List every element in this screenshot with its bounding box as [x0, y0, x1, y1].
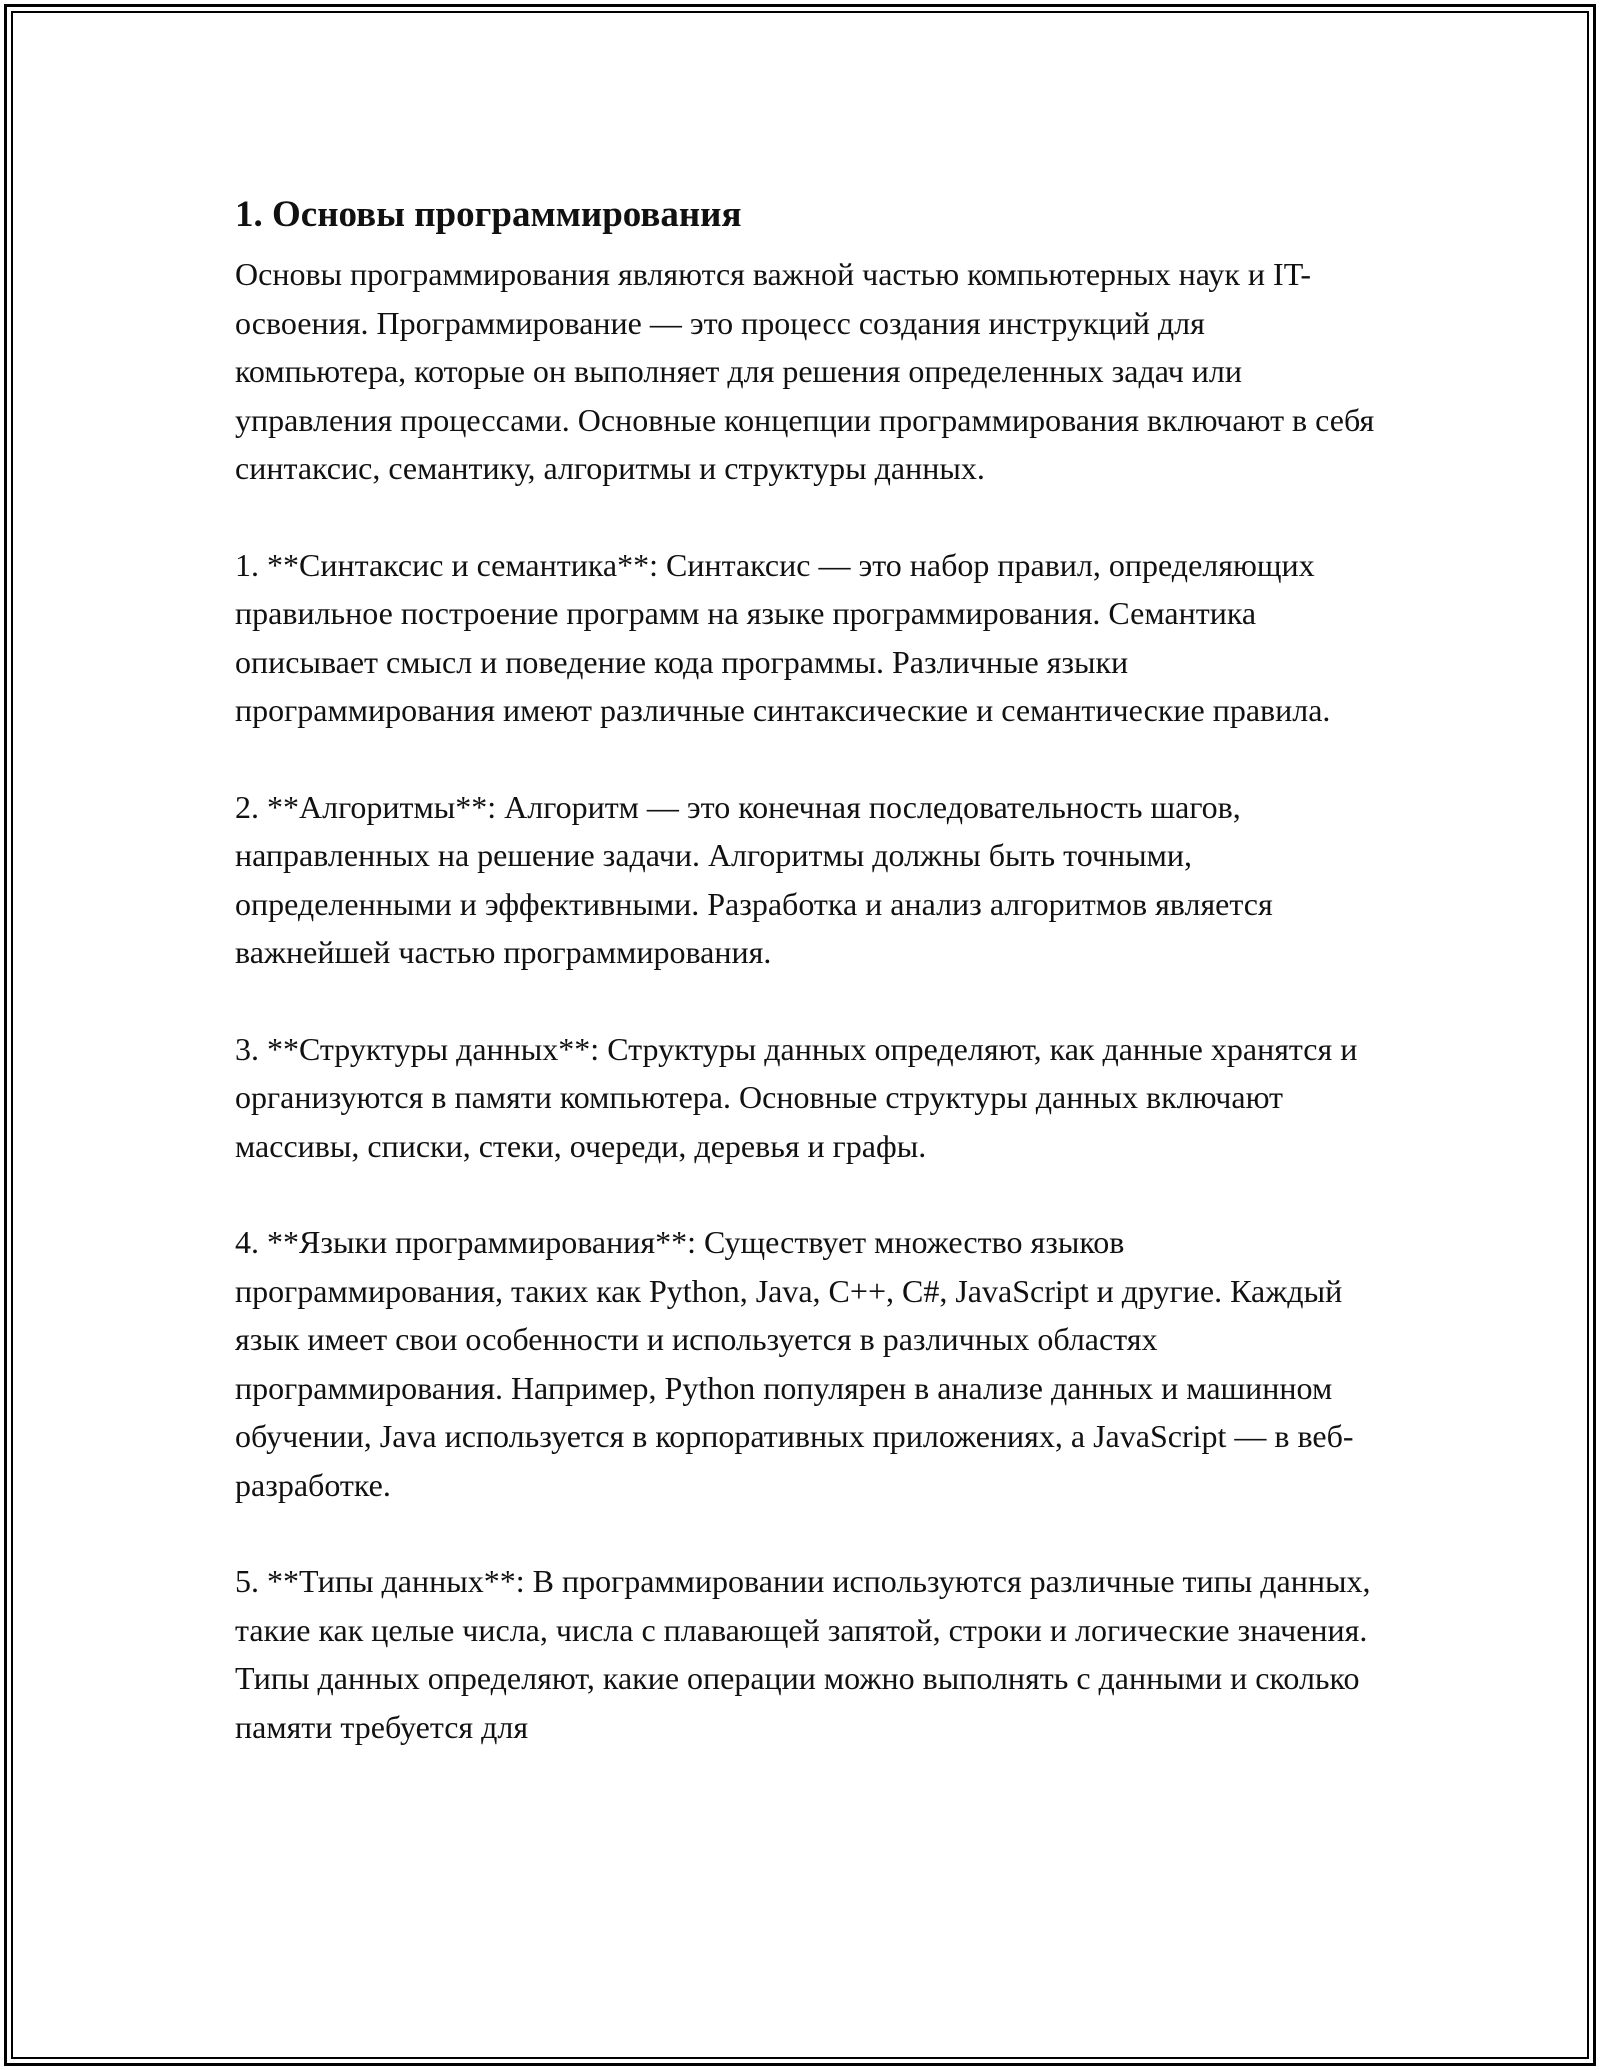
section-heading: 1. Основы программирования [235, 194, 742, 235]
paragraph-syntax-semantics: 1. **Синтаксис и семантика**: Синтаксис — это набор правил, определяющих правильное построение программ на языке программирования. Семантика описывает смысл и поведение кода программы. Различные языки программирования имеют различные синтаксические и семантические правила. [235, 546, 1331, 728]
paragraph-data-types: 5. **Типы данных**: В программировании используются различные типы данных, такие как целые числа, числа с плавающей запятой, строки и логические значения. Типы данных определяют, какие операции можно выполнять с данными и сколько памяти требуется для [235, 1563, 1371, 1745]
paragraph-algorithms: 2. **Алгоритмы**: Алгоритм — это конечная последовательность шагов, направленных на решение задачи. Алгоритмы должны быть точными, определенными и эффективными. Разработка и анализ алгоритмов является важнейшей частью программирования. [235, 788, 1273, 970]
paragraph-programming-languages: 4. **Языки программирования**: Существует множество языков программирования, таких как Python, Java, C++, C#, JavaScript и другие. Каждый язык имеет свои особенности и используется в различных областях программирования. Например, Python популярен в анализе данных и машинном обучении, Java используется в корпоративных приложениях, а JavaScript — в веб-разработке. [235, 1224, 1354, 1503]
paragraph-data-structures: 3. **Структуры данных**: Структуры данных определяют, как данные хранятся и организуются в памяти компьютера. Основные структуры данных включают массивы, списки, стеки, очереди, деревья и графы. [235, 1030, 1358, 1164]
intro-paragraph: Основы программирования являются важной частью компьютерных наук и IT-освоения. Программирование — это процесс создания инструкций для компьютера, которые он выполняет для решения определенных задач или управления процессами. Основные концепции программирования включают в себя синтаксис, семантику, алгоритмы и структуры данных. [235, 256, 1375, 486]
document-body [235, 180, 1375, 1799]
